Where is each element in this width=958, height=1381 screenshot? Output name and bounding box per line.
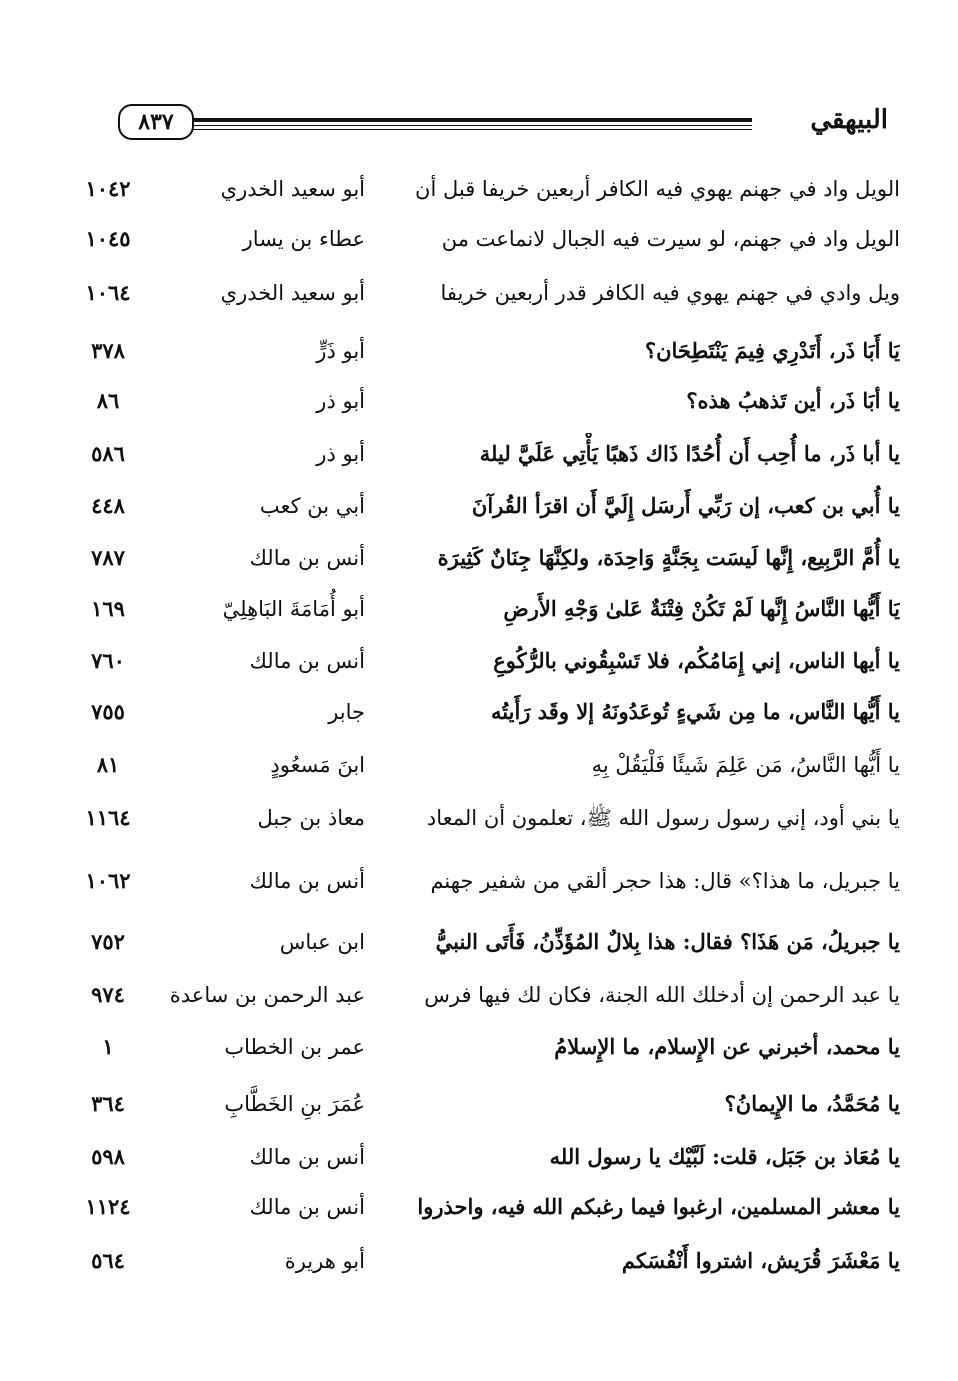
page-ref: ١٠٦٤: [85, 280, 131, 305]
index-row: [0, 921, 958, 971]
index-row: [0, 1026, 958, 1076]
hadith-text: ويل وادي في جهنم يهوي فيه الكافر قدر أربعين خريفا: [440, 281, 900, 305]
narrator-name: أبو سعيد الخدري: [220, 281, 365, 305]
page-ref: ٨١: [96, 752, 120, 777]
hadith-text: يا أيها الناس، إني إِمَامُكُم، فلا تَسْبِقُوني بالرُّكُوعِ: [493, 648, 900, 673]
page-ref: ١١٢٤: [85, 1194, 131, 1219]
index-row: [0, 744, 958, 794]
page-ref: ٧٥٥: [91, 699, 125, 724]
page-header: [118, 100, 888, 148]
page-ref: ١٠٦٢: [85, 868, 131, 893]
hadith-text: يا معشر المسلمين، ارغبوا فيما رغبكم الله فيه، واحذروا: [417, 1194, 900, 1219]
narrator-name: أبو هريرة: [284, 1249, 365, 1273]
index-row: [0, 860, 958, 910]
narrator-name: عمر بن الخطاب: [224, 1035, 365, 1059]
page-number: ٨٣٧: [138, 109, 174, 135]
page-ref: ٧٨٧: [91, 545, 125, 570]
index-row: [0, 1136, 958, 1186]
page-ref: ١٠٤٢: [85, 176, 131, 201]
narrator-name: ابن عباس: [279, 930, 365, 954]
narrator-name: معاذ بن جبل: [257, 806, 365, 830]
index-row: [0, 218, 958, 268]
narrator-name: ابنَ مَسعُودٍ: [270, 753, 365, 777]
narrator-name: أنس بن مالك: [249, 869, 365, 893]
page-ref: ١: [102, 1034, 114, 1059]
hadith-text: يَا أَبَا ذَر، أَتَدْرِي فِيمَ يَنْتَطِحَان؟: [644, 338, 900, 363]
page-ref: ٨٦: [96, 388, 120, 413]
header-rule-thin: [192, 129, 752, 130]
hadith-text: يا أبَا ذَر، أين تَذهبُ هذه؟: [686, 388, 900, 413]
index-row: [0, 433, 958, 483]
hadith-text: الويل واد في جهنم يهوي فيه الكافر أربعين خريفا قبل أن: [415, 177, 900, 201]
index-row: [0, 588, 958, 638]
index-row: [0, 691, 958, 741]
hadith-text: يا أَيُّها النَّاسُ، مَن عَلِمَ شَيئًا فَلْيَقُلْ بِهِ: [591, 753, 900, 777]
page-ref: ٥٦٤: [91, 1248, 125, 1273]
index-row: [0, 380, 958, 430]
hadith-text: يا أَيُّها النَّاس، ما مِن شَيءٍ تُوعَدُونَهُ إلا وقَد رَأَيتُه: [491, 699, 900, 724]
hadith-text: يا جبريلُ، مَن هَذَا؟ فقال: هذا بِلالٌ المُؤَذِّنُ، فَأَتَى النبيُّ: [435, 929, 900, 954]
narrator-name: جابر: [328, 700, 365, 724]
hadith-text: يا مُعَاذ بن جَبَل، قلت: لَبَّيْك يا رسول الله: [549, 1144, 900, 1169]
narrator-name: أنس بن مالك: [249, 649, 365, 673]
hadith-text: يا مَعْشَرَ قُرَيش، اشتروا أَنْفُسَكم: [621, 1248, 900, 1273]
narrator-name: أبي بن كعب: [259, 494, 365, 518]
narrator-name: أبو أُمَامَةَ البَاهِلِيّ: [222, 597, 365, 621]
hadith-text: يَا أَيُّها النَّاسُ إِنَّها لَمْ تَكُنْ فِتْنَةٌ عَلىٰ وَجْهِ الأَرضِ: [503, 596, 900, 621]
index-row: [0, 1240, 958, 1290]
page-number-box: [118, 104, 194, 140]
narrator-name: أبو سعيد الخدري: [220, 177, 365, 201]
narrator-name: أنس بن مالك: [249, 1145, 365, 1169]
narrator-name: عطاء بن يسار: [242, 227, 365, 251]
hadith-text: يا أُمَّ الرَّبِيع، إِنَّها لَيسَت بِجَنَّةٍ وَاحِدَة، ولكِنَّهَا جِنَانٌ كَثِيرَة: [437, 545, 900, 570]
hadith-text: يا جبريل، ما هذا؟» قال: هذا حجر ألقي من شفير جهنم: [430, 869, 900, 893]
page-ref: ٩٧٤: [91, 982, 125, 1007]
hadith-text: الويل واد في جهنم، لو سيرت فيه الجبال لانماعت من: [441, 227, 900, 251]
hadith-text: يا بني أود، إني رسول رسول الله ﷺ، تعلمون أن المعاد: [426, 806, 900, 830]
narrator-name: عُمَرَ بنِ الخَطَّابِ: [224, 1092, 365, 1116]
hadith-text: يا مُحَمَّدُ، ما الإِيمانُ؟: [724, 1091, 900, 1116]
header-rule-thin: [192, 125, 752, 126]
page-ref: ٧٦٠: [91, 648, 125, 673]
hadith-text: يا محمد، أخبرني عن الإِسلام، ما الإِسلامُ: [554, 1034, 900, 1059]
book-title: البيهقي: [810, 105, 888, 135]
index-row: [0, 272, 958, 322]
page-ref: ١١٦٤: [85, 805, 131, 830]
index-row: [0, 330, 958, 380]
narrator-name: عبد الرحمن بن ساعدة: [169, 983, 365, 1007]
page-ref: ٧٥٢: [91, 929, 125, 954]
index-row: [0, 640, 958, 690]
narrator-name: أبو ذَرٍّ: [316, 339, 365, 363]
page-ref: ٤٤٨: [91, 493, 125, 518]
index-row: [0, 485, 958, 535]
page-ref: ٥٨٦: [91, 441, 125, 466]
narrator-name: أنس بن مالك: [249, 546, 365, 570]
narrator-name: أبو ذر: [316, 389, 365, 413]
index-row: [0, 1186, 958, 1236]
index-row: [0, 168, 958, 218]
page-ref: ٥٩٨: [91, 1144, 125, 1169]
index-row: [0, 1083, 958, 1133]
page-ref: ٣٧٨: [91, 338, 125, 363]
page-ref: ٣٦٤: [91, 1091, 125, 1116]
hadith-text: يا عبد الرحمن إن أدخلك الله الجنة، فكان لك فيها فرس: [424, 983, 900, 1007]
narrator-name: أبو ذر: [316, 442, 365, 466]
index-row: [0, 974, 958, 1024]
page-ref: ١٦٩: [91, 596, 125, 621]
index-row: [0, 797, 958, 847]
hadith-text: يا أُبي بن كعب، إن رَبِّي أَرسَل إِلَيَّ أَن اقرَأ القُرآنَ: [471, 493, 900, 518]
header-rule: [192, 118, 752, 122]
hadith-text: يا أبا ذَر، ما أُحِب أَن أُحُدًا ذَاك ذَهبًا يَأْتِي عَلَيَّ ليلة: [479, 441, 900, 466]
index-row: [0, 537, 958, 587]
narrator-name: أنس بن مالك: [249, 1195, 365, 1219]
page-ref: ١٠٤٥: [85, 226, 131, 251]
